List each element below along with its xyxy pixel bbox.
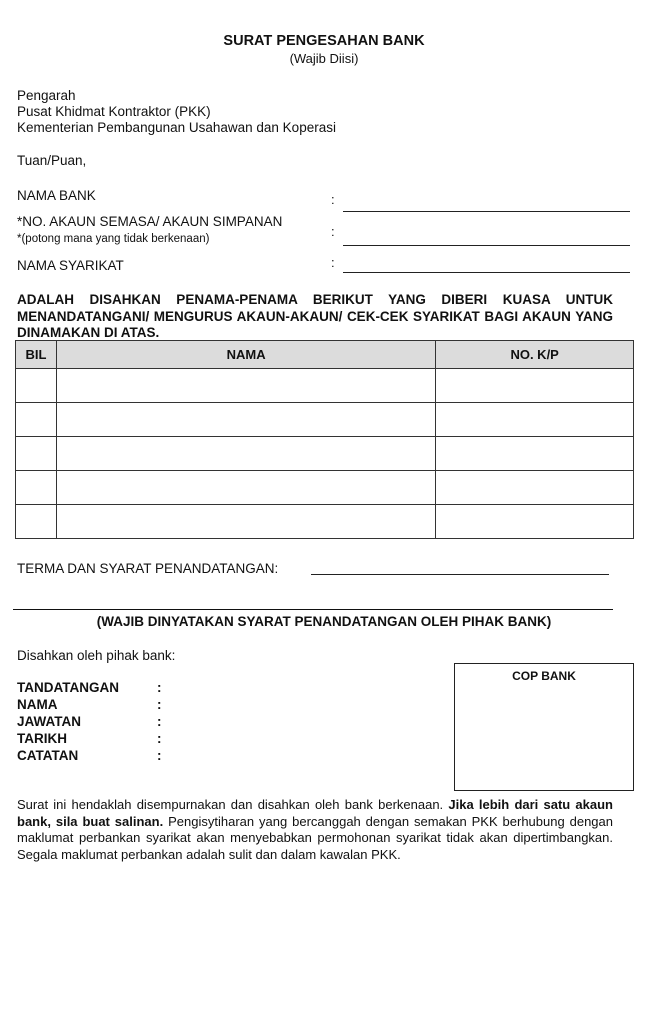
- table-row: [16, 403, 634, 437]
- footnote-copy-instruction: Jika lebih dari satu akaun bank, sila buat salinan.: [17, 797, 614, 829]
- addressee-line-3: Kementerian Pembangunan Usahawan dan Koperasi: [17, 120, 336, 135]
- page-subtitle: (Wajib Diisi): [289, 51, 359, 66]
- table-cell-bil[interactable]: [16, 471, 57, 505]
- bank-stamp-label: COP BANK: [512, 669, 576, 683]
- date-colon: :: [157, 731, 162, 746]
- salutation: Tuan/Puan,: [17, 153, 87, 168]
- bank-name-field[interactable]: [343, 211, 630, 212]
- company-name-label: NAMA SYARIKAT: [17, 258, 124, 273]
- position-colon: :: [157, 714, 162, 729]
- table-header-row: [16, 341, 634, 369]
- table-cell-bil[interactable]: [16, 369, 57, 403]
- account-label: *NO. AKAUN SEMASA/ AKAUN SIMPANAN: [17, 214, 283, 229]
- table-cell-kp[interactable]: [436, 403, 634, 437]
- name-colon: :: [157, 697, 162, 712]
- table-cell-bil[interactable]: [16, 505, 57, 539]
- notes-label: CATATAN: [17, 748, 79, 763]
- addressee-line-2: Pusat Khidmat Kontraktor (PKK): [17, 104, 211, 119]
- table-cell-kp[interactable]: [436, 471, 634, 505]
- company-name-colon: :: [331, 255, 335, 270]
- table-row: [16, 437, 634, 471]
- position-label: JAWATAN: [17, 714, 81, 729]
- table-cell-kp[interactable]: [436, 369, 634, 403]
- account-number-field[interactable]: [343, 245, 630, 246]
- signature-label: TANDATANGAN: [17, 680, 119, 695]
- column-header-nama: NAMA: [56, 341, 435, 369]
- name-label: NAMA: [17, 697, 58, 712]
- table-row: [16, 369, 634, 403]
- footnote-part-1: Surat ini hendaklah disempurnakan dan disahkan oleh bank berkenaan.: [17, 797, 449, 812]
- table-cell-nama[interactable]: [56, 437, 435, 471]
- table-cell-kp[interactable]: [436, 505, 634, 539]
- account-colon: :: [331, 224, 335, 239]
- table-cell-bil[interactable]: [16, 437, 57, 471]
- table-cell-nama[interactable]: [56, 403, 435, 437]
- table-cell-nama[interactable]: [56, 369, 435, 403]
- signature-colon: :: [157, 680, 162, 695]
- column-header-kp: NO. K/P: [436, 341, 634, 369]
- authorization-statement: ADALAH DISAHKAN PENAMA-PENAMA BERIKUT YANG DIBERI KUASA UNTUK MENANDATANGANI/ MENGURUS AKAUN-AKAUN/ CEK-CEK SYARIKAT BAGI AKAUN YANG DINAMAKAN DI ATAS.: [17, 292, 613, 340]
- column-header-bil: BIL: [16, 341, 57, 369]
- bank-notice: (WAJIB DINYATAKAN SYARAT PENANDATANGAN OLEH PIHAK BANK): [96, 614, 552, 629]
- date-label: TARIKH: [17, 731, 67, 746]
- section-divider: [13, 609, 613, 610]
- footnote-part-3: Pengisytiharan yang bercanggah dengan semakan PKK berhubung dengan maklumat perbankan syarikat akan menyebabkan permohonan syarikat tidak akan dipertimbangkan. Segala maklumat perbankan adalah sulit dan dalam kawalan PKK.: [17, 813, 613, 862]
- company-name-field[interactable]: [343, 272, 630, 273]
- bank-stamp-box[interactable]: [454, 663, 634, 791]
- bank-confirmation-intro: Disahkan oleh pihak bank:: [17, 648, 176, 663]
- page-title: SURAT PENGESAHAN BANK: [223, 33, 425, 49]
- table-row: [16, 505, 634, 539]
- addressee-line-1: Pengarah: [17, 88, 76, 103]
- bank-name-label: NAMA BANK: [17, 188, 96, 203]
- table-cell-nama[interactable]: [56, 505, 435, 539]
- footnote: [17, 797, 613, 863]
- table-cell-bil[interactable]: [16, 403, 57, 437]
- account-note: *(potong mana yang tidak berkenaan): [17, 233, 210, 245]
- notes-colon: :: [157, 748, 162, 763]
- table-row: [16, 471, 634, 505]
- terms-field[interactable]: [311, 574, 609, 575]
- table-cell-nama[interactable]: [56, 471, 435, 505]
- signatory-table: [15, 340, 634, 539]
- bank-name-colon: :: [331, 192, 335, 207]
- table-cell-kp[interactable]: [436, 437, 634, 471]
- terms-label: TERMA DAN SYARAT PENANDATANGAN:: [17, 561, 279, 576]
